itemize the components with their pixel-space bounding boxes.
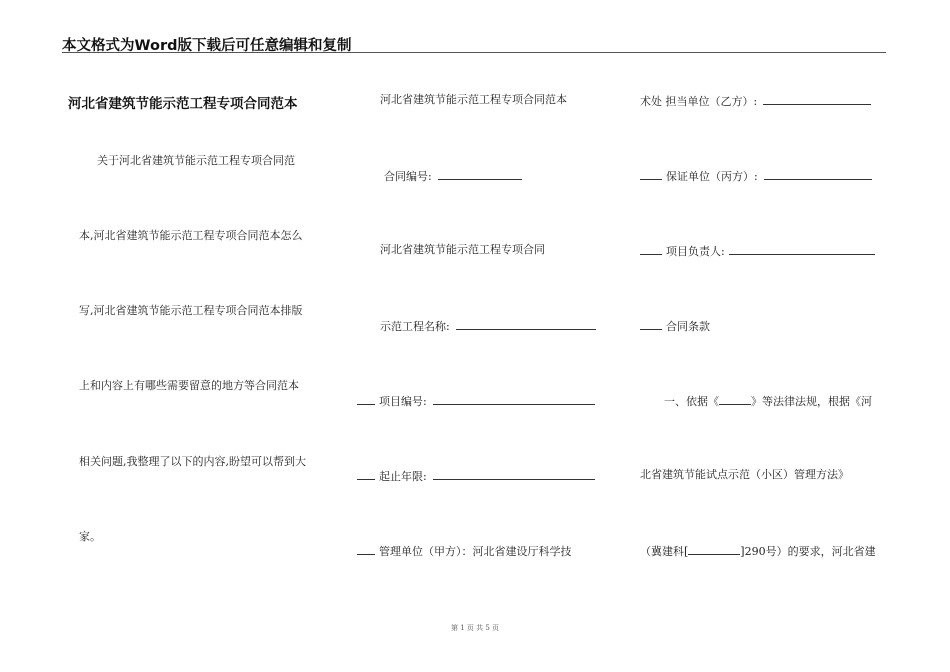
project-manager-field [640,243,875,259]
project-manager-lead-blank [640,243,662,255]
project-number-blank [433,393,595,405]
clause-1-doc-suffix: ]290号）的要求，河北省建 [740,545,876,558]
document-title: 河北省建筑节能示范工程专项合同范本 [68,96,298,112]
contract-name-line: 河北省建筑节能示范工程专项合同 [380,243,545,256]
intro-line-6: 家。 [79,530,101,543]
party-a-label: 管理单位（甲方）：河北省建设厅科学技 [379,545,572,558]
intro-line-2: 本,河北省建筑节能示范工程专项合同范本怎么 [79,229,303,242]
party-a-field [357,543,572,559]
project-name-label: 示范工程名称: [380,320,450,333]
project-number-field [357,393,595,409]
contract-number-blank [438,168,522,180]
party-c-label: 保证单位（丙方）: [666,170,758,183]
doc-number-blank [688,543,740,555]
col2-title: 河北省建筑节能示范工程专项合同范本 [380,93,567,106]
party-a-lead-blank [357,543,375,555]
clauses-lead-blank [640,318,662,330]
project-name-field [380,318,596,334]
header-rule [62,52,886,53]
project-number-lead-blank [357,393,375,405]
party-b-blank [763,93,871,105]
clause-1-line-1 [664,393,872,409]
period-blank [433,468,595,480]
project-name-blank [456,318,596,330]
contract-number-label: 合同编号: [384,170,432,183]
clause-1-suffix: 》等法律法规，根据《河 [751,395,872,408]
period-field [357,468,595,484]
document-banner: 本文格式为Word版下载后可任意编辑和复制 [62,38,352,54]
intro-line-1: 关于河北省建筑节能示范工程专项合同范 [97,154,295,167]
party-c-blank [764,168,872,180]
page-footer: 第 1 页 共 5 页 [450,624,500,632]
intro-line-4: 上和内容上有哪些需要留意的地方等合同范本 [79,379,299,392]
clause-1-line-3 [640,543,876,559]
law-name-blank [719,393,751,405]
project-manager-label: 项目负责人: [666,245,725,258]
party-c-field [640,168,872,184]
clause-1-doc-prefix: （冀建科[ [640,545,689,558]
clauses-label: 合同条款 [666,320,710,333]
intro-line-3: 写,河北省建筑节能示范工程专项合同范本排版 [79,304,303,317]
contract-number-field [384,168,522,184]
project-manager-blank [729,243,875,255]
clause-1-line-2: 北省建筑节能试点示范（小区）管理方法》 [640,468,849,481]
period-label: 起止年限: [379,470,427,483]
clause-1-prefix: 一、依据《 [664,395,719,408]
clauses-heading [640,318,710,334]
project-number-label: 项目编号: [379,395,427,408]
party-c-lead-blank [640,168,662,180]
intro-line-5: 相关问题,我整理了以下的内容,盼望可以帮到大 [79,455,306,468]
party-b-field [640,93,871,109]
period-lead-blank [357,468,375,480]
party-b-label: 术处 担当单位（乙方）: [640,95,758,108]
